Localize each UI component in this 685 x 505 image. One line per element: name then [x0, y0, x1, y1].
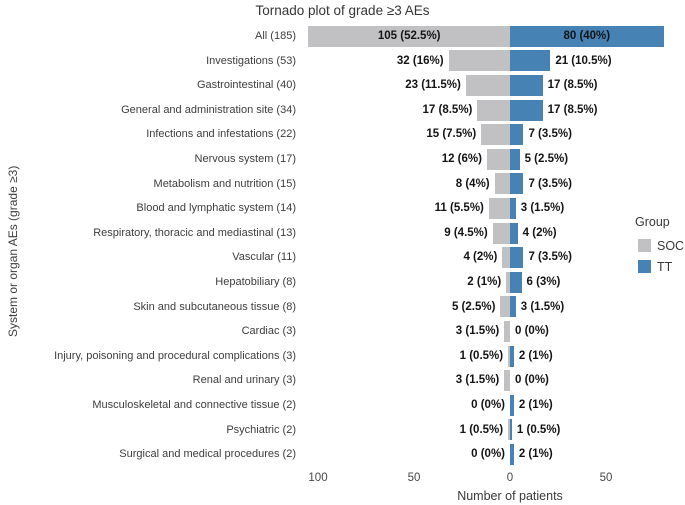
tt-value-label: 7 (3.5%) [528, 251, 572, 264]
x-tick-label: 100 [308, 472, 328, 484]
chart-row [0, 442, 685, 467]
soc-bar [449, 50, 510, 71]
tt-value-label: 2 (1%) [518, 448, 553, 461]
tt-value-label: 2 (1%) [518, 349, 553, 362]
category-label: Nervous system (17) [194, 152, 296, 165]
category-label: Gastrointestinal (40) [196, 79, 296, 92]
tt-bar [510, 247, 523, 268]
row-plot-area [303, 295, 685, 320]
chart-row [0, 393, 685, 418]
tt-value-label: 80 (40%) [563, 30, 611, 42]
soc-value-label: 4 (2%) [463, 251, 498, 264]
row-plot-area [303, 24, 685, 49]
x-axis-label: Number of patients [457, 489, 563, 503]
soc-bar [489, 198, 510, 219]
category-label: Musculoskeletal and connective tissue (2) [92, 398, 296, 411]
soc-value-label: 1 (0.5%) [459, 349, 504, 362]
tt-bar [510, 75, 543, 96]
legend-title: Group [635, 215, 670, 229]
row-plot-area [303, 319, 685, 344]
category-label: Surgical and medical procedures (2) [119, 448, 296, 461]
chart-row [0, 368, 685, 393]
legend-item-label: SOC [657, 238, 685, 253]
row-plot-area [303, 270, 685, 295]
row-plot-area [303, 245, 685, 270]
row-plot-area [303, 418, 685, 443]
x-tick-label: 50 [407, 472, 421, 484]
category-label: Metabolism and nutrition (15) [153, 177, 296, 190]
category-label: Injury, poisoning and procedural complications (3) [54, 349, 296, 362]
tt-value-label: 1 (0.5%) [516, 423, 561, 436]
category-label: General and administration site (34) [121, 103, 296, 116]
chart-rows [0, 24, 685, 467]
soc-value-label: 32 (16%) [396, 54, 444, 67]
tt-bar [510, 346, 514, 367]
row-plot-area [303, 98, 685, 123]
soc-bar [477, 100, 510, 121]
row-plot-area [303, 49, 685, 74]
soc-value-label: 17 (8.5%) [422, 103, 473, 116]
tt-value-label: 6 (3%) [526, 275, 561, 288]
tt-bar [510, 100, 543, 121]
category-label: Skin and subcutaneous tissue (8) [133, 300, 296, 313]
tt-bar [510, 50, 550, 71]
tt-value-label: 3 (1.5%) [520, 202, 565, 215]
tt-value-label: 2 (1%) [518, 398, 553, 411]
category-label: Blood and lymphatic system (14) [136, 202, 296, 215]
row-plot-area [303, 393, 685, 418]
soc-bar [502, 247, 510, 268]
chart-row [0, 98, 685, 123]
category-label: Respiratory, thoracic and mediastinal (13) [93, 226, 296, 239]
soc-value-label: 8 (4%) [455, 177, 490, 190]
x-axis [0, 471, 685, 486]
chart-row [0, 295, 685, 320]
soc-value-label: 105 (52.5%) [377, 30, 441, 42]
category-label: Vascular (11) [232, 251, 296, 264]
chart-row [0, 418, 685, 443]
y-axis-label: System or organ AEs (grade ≥3) [6, 165, 20, 337]
row-plot-area [303, 196, 685, 221]
tt-value-label: 5 (2.5%) [524, 152, 569, 165]
soc-value-label: 2 (1%) [467, 275, 502, 288]
chart-row [0, 147, 685, 172]
tt-bar [510, 173, 523, 194]
tt-bar [510, 444, 514, 465]
soc-value-label: 0 (0%) [471, 448, 505, 461]
tt-bar [510, 223, 518, 244]
row-plot-area [303, 172, 685, 197]
legend-item [635, 256, 684, 277]
soc-value-label: 3 (1.5%) [455, 374, 500, 387]
category-label: Hepatobiliary (8) [215, 275, 296, 288]
soc-value-label: 1 (0.5%) [459, 423, 504, 436]
tt-bar [510, 149, 520, 170]
category-label: Infections and infestations (22) [146, 128, 296, 141]
x-tick-label: 50 [599, 472, 613, 484]
row-plot-area [303, 147, 685, 172]
row-plot-area [303, 122, 685, 147]
tt-value-label: 3 (1.5%) [520, 300, 565, 313]
legend-items [635, 235, 684, 277]
chart-row [0, 24, 685, 49]
category-label: Investigations (53) [206, 54, 296, 67]
soc-value-label: 9 (4.5%) [444, 226, 488, 239]
tt-value-label: 7 (3.5%) [528, 128, 572, 141]
tt-bar [510, 198, 516, 219]
tt-value-label: 17 (8.5%) [547, 103, 598, 116]
tt-value-label: 0 (0%) [515, 325, 549, 338]
legend-swatch-icon [638, 239, 651, 252]
soc-bar [493, 223, 510, 244]
soc-value-label: 23 (11.5%) [405, 79, 461, 92]
chart-title: Tornado plot of grade ≥3 AEs [255, 3, 430, 18]
chart-row [0, 172, 685, 197]
legend-item [635, 235, 684, 256]
category-label: Cardiac (3) [241, 325, 296, 338]
chart-row [0, 196, 685, 221]
legend [635, 214, 684, 277]
soc-bar [487, 149, 510, 170]
tt-value-label: 7 (3.5%) [528, 177, 572, 190]
row-plot-area [303, 73, 685, 98]
tt-value-label: 4 (2%) [522, 226, 557, 239]
chart-row [0, 49, 685, 74]
chart-row [0, 73, 685, 98]
legend-item-label: TT [657, 259, 673, 274]
tt-bar [510, 296, 516, 317]
soc-value-label: 3 (1.5%) [455, 325, 500, 338]
x-tick-label: 0 [506, 472, 514, 484]
chart-row [0, 319, 685, 344]
category-label: Psychiatric (2) [226, 423, 296, 436]
chart-row [0, 122, 685, 147]
tt-value-label: 21 (10.5%) [555, 54, 612, 67]
legend-swatch-icon [638, 260, 651, 273]
category-label: All (185) [255, 30, 296, 42]
row-plot-area [303, 221, 685, 246]
tt-value-label: 0 (0%) [515, 374, 549, 387]
chart-row [0, 245, 685, 270]
chart-row [0, 221, 685, 246]
tt-bar [510, 124, 523, 145]
tt-bar [510, 395, 514, 416]
soc-value-label: 5 (2.5%) [451, 300, 496, 313]
soc-value-label: 15 (7.5%) [426, 128, 477, 141]
soc-value-label: 12 (6%) [441, 152, 482, 165]
soc-bar [500, 296, 510, 317]
soc-bar [481, 124, 510, 145]
soc-bar [495, 173, 510, 194]
chart-row [0, 270, 685, 295]
tt-bar [510, 419, 512, 440]
soc-value-label: 0 (0%) [471, 398, 505, 411]
soc-bar [466, 75, 510, 96]
category-label: Renal and urinary (3) [192, 374, 296, 387]
row-plot-area [303, 442, 685, 467]
row-plot-area [303, 368, 685, 393]
tt-value-label: 17 (8.5%) [547, 79, 598, 92]
row-plot-area [303, 344, 685, 369]
tt-bar [510, 272, 522, 293]
chart-row [0, 344, 685, 369]
soc-bar [504, 321, 510, 342]
soc-value-label: 11 (5.5%) [434, 202, 484, 215]
soc-bar [504, 370, 510, 391]
